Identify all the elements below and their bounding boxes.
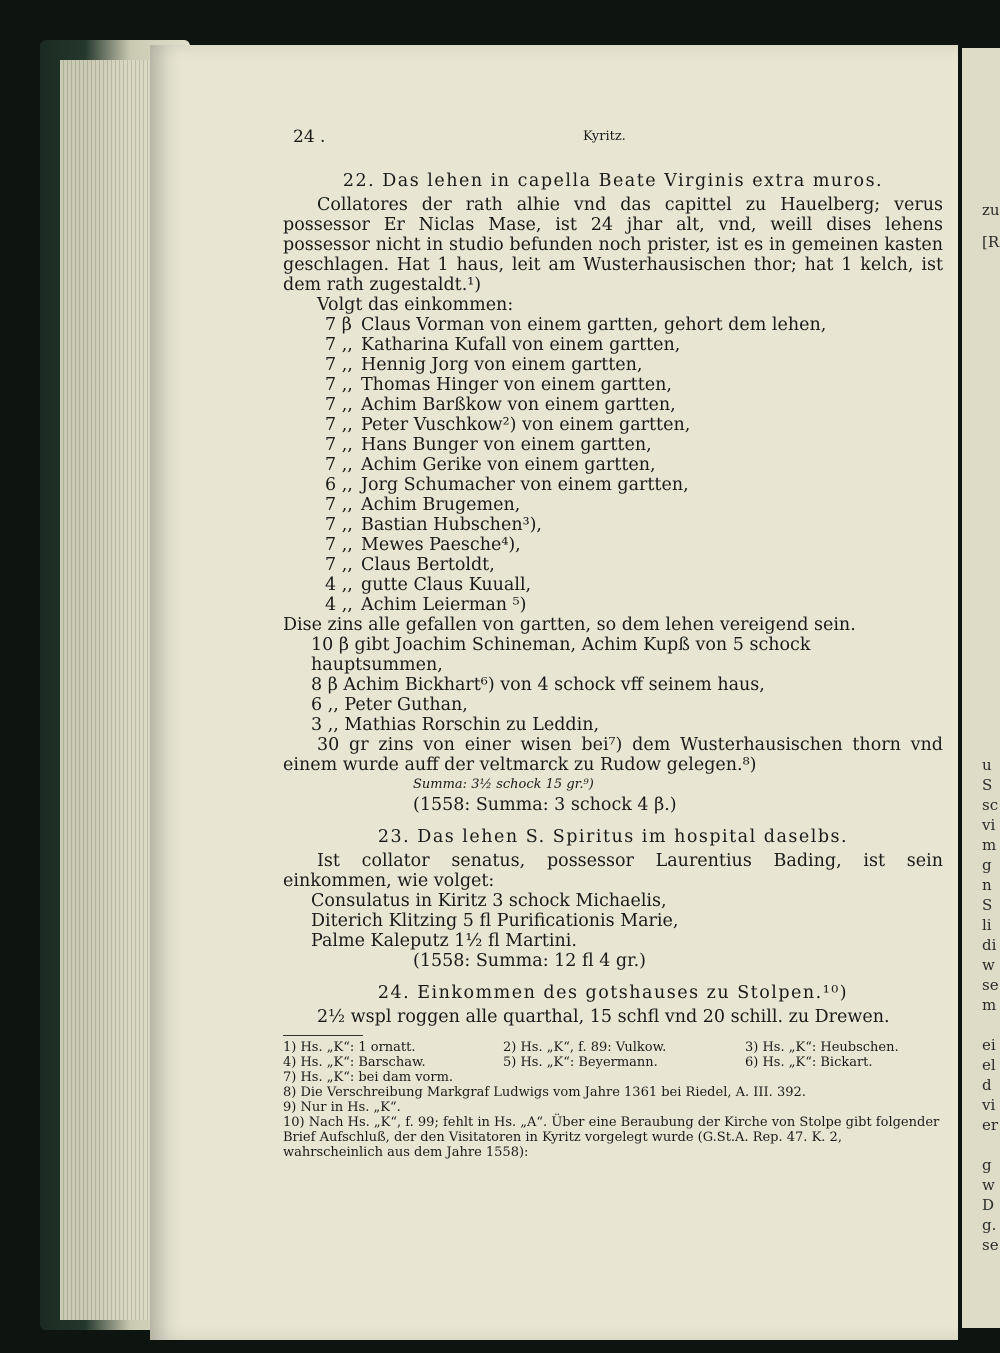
right-fragment: n: [982, 876, 992, 894]
right-fragment: u: [982, 756, 992, 774]
list-item: 6 ,, Peter Guthan,: [311, 695, 468, 715]
section-22-heading: 22. Das lehen in capella Beate Virginis extra muros.: [342, 171, 884, 191]
section-22-intro: Collatores der rath alhie vnd das capittel zu Hauelberg; verus possessor Er Niclas Mase, ist 24 jhar alt, vnd, weill dises lehens possessor nicht in studio befunden noch prister, ist es in gemeinen kasten geschlagen. Hat 1 haus, leit am Wusterhausischen thor; hat 1 kelch, ist dem rath zugestaldt.¹): [283, 195, 943, 295]
section-22-volgt: Volgt das einkommen:: [317, 295, 514, 315]
right-fragment: se: [982, 976, 999, 994]
right-fragment: ei: [982, 1036, 996, 1054]
dise-zins-line: Dise zins alle gefallen von gartten, so dem lehen vereigend sein.: [283, 615, 856, 635]
right-fragment: di: [982, 936, 997, 954]
summa-1558: (1558: Summa: 12 fl 4 gr.): [413, 951, 646, 971]
right-fragment: er: [982, 1116, 999, 1134]
section-24-heading: 24. Einkommen des gotshauses zu Stolpen.¹⁰): [377, 983, 849, 1003]
right-fragment: m: [982, 996, 997, 1014]
right-fragment: m: [982, 836, 997, 854]
right-fragment: d: [982, 1076, 992, 1094]
list-item: 7 β Claus Vorman von einem gartten, gehort dem lehen,: [325, 315, 827, 335]
section-23-heading: 23. Das lehen S. Spiritus im hospital daselbs.: [377, 827, 849, 847]
footnote: 1) Hs. „K“: 1 ornatt.: [283, 1040, 416, 1055]
footnote: 5) Hs. „K“: Beyermann.: [503, 1055, 658, 1070]
section-23-intro: Ist collator senatus, possessor Laurentius Bading, ist sein einkommen, wie volget:: [283, 851, 943, 891]
list-item: 3 ,, Mathias Rorschin zu Leddin,: [311, 715, 600, 735]
list-item: Palme Kaleputz 1½ fl Martini.: [311, 931, 577, 951]
footnote: 3) Hs. „K“: Heubschen.: [745, 1040, 899, 1055]
right-fragment: sc: [982, 796, 999, 814]
right-fragment: g: [982, 1156, 992, 1174]
list-item: 7 ,, Achim Brugemen,: [325, 495, 521, 515]
summa-1558: (1558: Summa: 3 schock 4 β.): [413, 795, 677, 815]
right-fragment: S: [982, 776, 993, 794]
page-number: 24 .: [293, 127, 326, 147]
right-fragment: li: [982, 916, 992, 934]
running-title: Kyritz.: [583, 129, 626, 144]
right-fragment: el: [982, 1056, 996, 1074]
footnote: 9) Nur in Hs. „K“.: [283, 1100, 401, 1115]
section-24-line: 2½ wspl roggen alle quarthal, 15 schfl vnd 20 schill. zu Drewen.: [317, 1007, 890, 1027]
footnote: 7) Hs. „K“: bei dam vorm.: [283, 1070, 454, 1085]
right-fragment: se: [982, 1236, 999, 1254]
list-item: 7 ,, Hennig Jorg von einem gartten,: [325, 355, 643, 375]
list-item: 7 ,, Katharina Kufall von einem gartten,: [325, 335, 681, 355]
list-item: 7 ,, Peter Vuschkow²) von einem gartten,: [325, 415, 691, 435]
right-fragment: D: [982, 1196, 995, 1214]
footnotes: [283, 1040, 943, 1160]
list-item: 7 ,, Claus Bertoldt,: [325, 555, 495, 575]
right-fragment: g: [982, 856, 992, 874]
summa-line: Summa: 3½ schock 15 gr.⁹): [413, 777, 594, 792]
right-page-edge: [962, 48, 1000, 1328]
footnote-rule: [283, 1035, 363, 1036]
right-fragment: g.: [982, 1216, 997, 1234]
list-item: 10 β gibt Joachim Schineman, Achim Kupß von 5 schock hauptsummen,: [311, 635, 811, 675]
list-item: 4 ,, Achim Leierman ⁵): [325, 595, 527, 615]
list-item: 7 ,, Bastian Hubschen³),: [325, 515, 542, 535]
right-fragment: [R: [982, 233, 1000, 251]
right-fragment: vi: [982, 816, 996, 834]
list-item: Diterich Klitzing 5 fl Purificationis Marie,: [311, 911, 679, 931]
page-content: [283, 127, 943, 1160]
list-item: 7 ,, Achim Gerike von einem gartten,: [325, 455, 656, 475]
list-item: 4 ,, gutte Claus Kuuall,: [325, 575, 532, 595]
page-header: [283, 127, 943, 153]
list-item: 7 ,, Mewes Paesche⁴),: [325, 535, 521, 555]
list-item: 7 ,, Achim Barßkow von einem gartten,: [325, 395, 676, 415]
right-fragment: w: [982, 1176, 995, 1194]
right-fragment: S: [982, 896, 993, 914]
right-fragment: w: [982, 956, 995, 974]
footnote: 10) Nach Hs. „K“, f. 99; fehlt in Hs. „A“. Über eine Beraubung der Kirche von Stolpe gibt folgender Brief Aufschluß, der den Visitatoren in Kyritz vorgelegt wurde (G.St.A. Rep. 47. K. 2, wahrscheinlich aus dem Jahre 1558):: [283, 1115, 940, 1160]
footnote: 4) Hs. „K“: Barschaw.: [283, 1055, 426, 1070]
right-fragment: zu: [982, 201, 1000, 219]
right-fragment: vi: [982, 1096, 996, 1114]
footnote: 6) Hs. „K“: Bickart.: [745, 1055, 873, 1070]
list-item: 7 ,, Thomas Hinger von einem gartten,: [325, 375, 672, 395]
list-item: 6 ,, Jorg Schumacher von einem gartten,: [325, 475, 689, 495]
zins-paragraph: 30 gr zins von einer wisen bei⁷) dem Wusterhausischen thorn vnd einem wurde auff der veltmarck zu Rudow gelegen.⁸): [283, 735, 943, 775]
footnote: 8) Die Verschreibung Markgraf Ludwigs vom Jahre 1361 bei Riedel, A. III. 392.: [283, 1085, 806, 1100]
list-item: 7 ,, Hans Bunger von einem gartten,: [325, 435, 652, 455]
footnote: 2) Hs. „K“, f. 89: Vulkow.: [503, 1040, 667, 1055]
list-item: Consulatus in Kiritz 3 schock Michaelis,: [311, 891, 667, 911]
income-list: [283, 315, 943, 615]
list-item: 8 β Achim Bickhart⁶) von 4 schock vff seinem haus,: [311, 675, 765, 695]
